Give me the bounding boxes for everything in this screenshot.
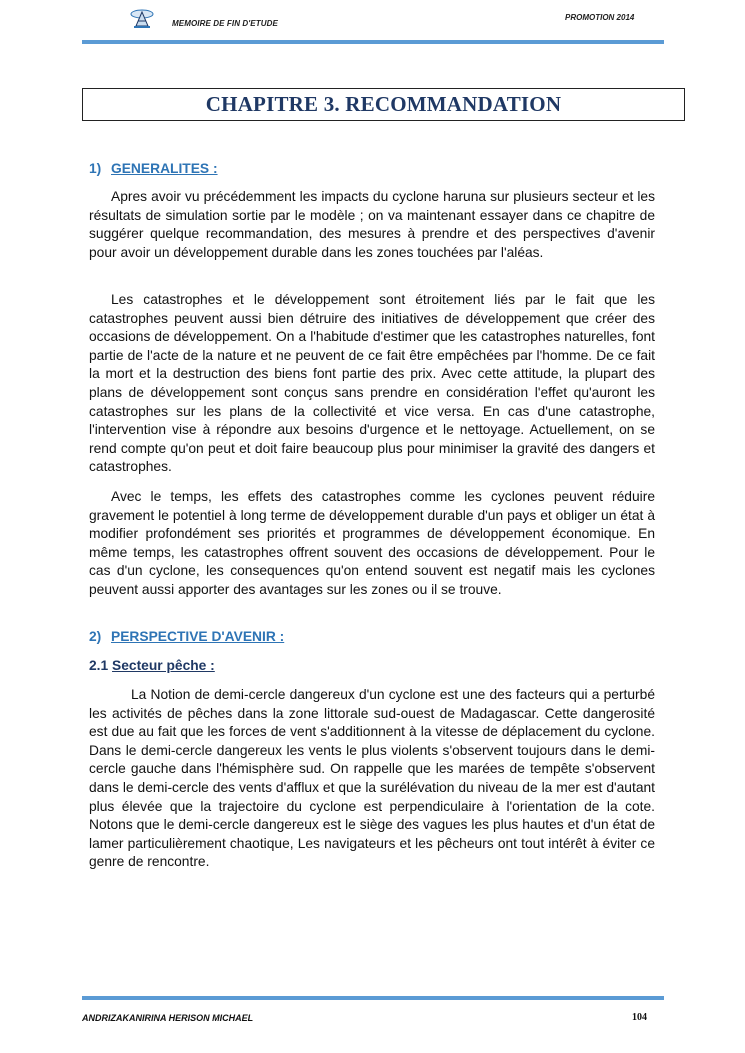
header-promotion: PROMOTION 2014 [565,13,635,22]
subsection-number: 2.1 [89,658,109,673]
section-heading-perspective [89,629,284,644]
header-rule [82,40,664,44]
chapter-title-box [82,88,685,121]
footer-rule [82,996,664,1000]
university-logo-icon [129,8,155,30]
paragraph-1: Apres avoir vu précédemment les impacts du cyclone haruna sur plusieurs secteur et les résultats de simulation sortie par le modèle ; on va maintenant essayer dans ce chapitre de suggérer quelque recommandation, des mesures à prendre et des perspectives d'avenir pour avoir un développement durable dans les zones touchées par l'aléas. [89,189,655,260]
subsection-heading-peche [89,658,215,673]
section-heading-generalites [89,161,218,176]
page-number: 104 [632,1012,647,1023]
paragraph-4: La Notion de demi-cercle dangereux d'un cyclone est une des facteurs qui a perturbé les activités de pêches dans la zone littorale sud-ouest de Madagascar. Cette dangerosité est due au fait que les forces de vent s'additionnent à la vitesse de déplacement du cyclone. Dans le demi-cercle dangereux les vents le plus violents s'observent toujours dans le demi-cercle gauche dans l'hémisphère sud. On rappelle que les marées de tempête s'observent dans le demi-cercle des vents d'afflux et que la surélévation du niveau de la mer est d'autant plus élevée que la trajectoire du cyclone est perpendiculaire à l'orientation de la cote. Notons que le demi-cercle dangereux est le siège des vagues les plus hautes et d'un état de lamer particulièrement chaotique, Les navigateurs et les pêcheurs ont tout intérêt à éviter ce genre de rencontre. [89,687,655,870]
chapter-title: CHAPITRE 3. RECOMMANDATION [205,92,562,116]
paragraph-2: Les catastrophes et le développement sont étroitement liés par le fait que les catastrophes peuvent aussi bien détruire des initiatives de développement que créer des occasions de développement. On a l'habitude d'estimer que les catastrophes naturelles, font partie de l'acte de la nature et ne peuvent de ce fait être empêchées par l'homme. De ce fait la mort et la destruction des biens font partie des prix. Avec cette attitude, la plupart des plans de développement sont conçus sans prendre en considération l'effet qu'auront les catastrophes sur les plans de la collectivité et vice versa. En cas d'une catastrophe, l'intervention vise à répondre aux besoins d'urgence et le nettoyage. Actuellement, on se rend compte qu'on peut et doit faire beaucoup plus pour minimiser la gravité des dangers et catastrophes. [89,292,655,475]
section-title: GENERALITES : [111,161,218,176]
footer-author: ANDRIZAKANIRINA HERISON MICHAEL [82,1013,254,1023]
paragraph-3: Avec le temps, les effets des catastrophes comme les cyclones peuvent réduire gravement le potentiel à long terme de développement durable d'un pays et obliger un état à modifier profondément ses priorités et programmes de développement économique. En même temps, les catastrophes offrent souvent des occasions de développement. Pour le cas d'un cyclone, les consequences qu'on entend souvent est negatif mais les cyclones peuvent aussi apporter des avantages sur les zones ou il se trouve. [89,489,655,597]
section-number: 2) [89,629,102,644]
subsection-title: Secteur pêche : [112,658,215,673]
header-document-title: MEMOIRE DE FIN D'ETUDE [172,19,278,28]
section-number: 1) [89,161,102,176]
section-title: PERSPECTIVE D'AVENIR : [111,629,285,644]
